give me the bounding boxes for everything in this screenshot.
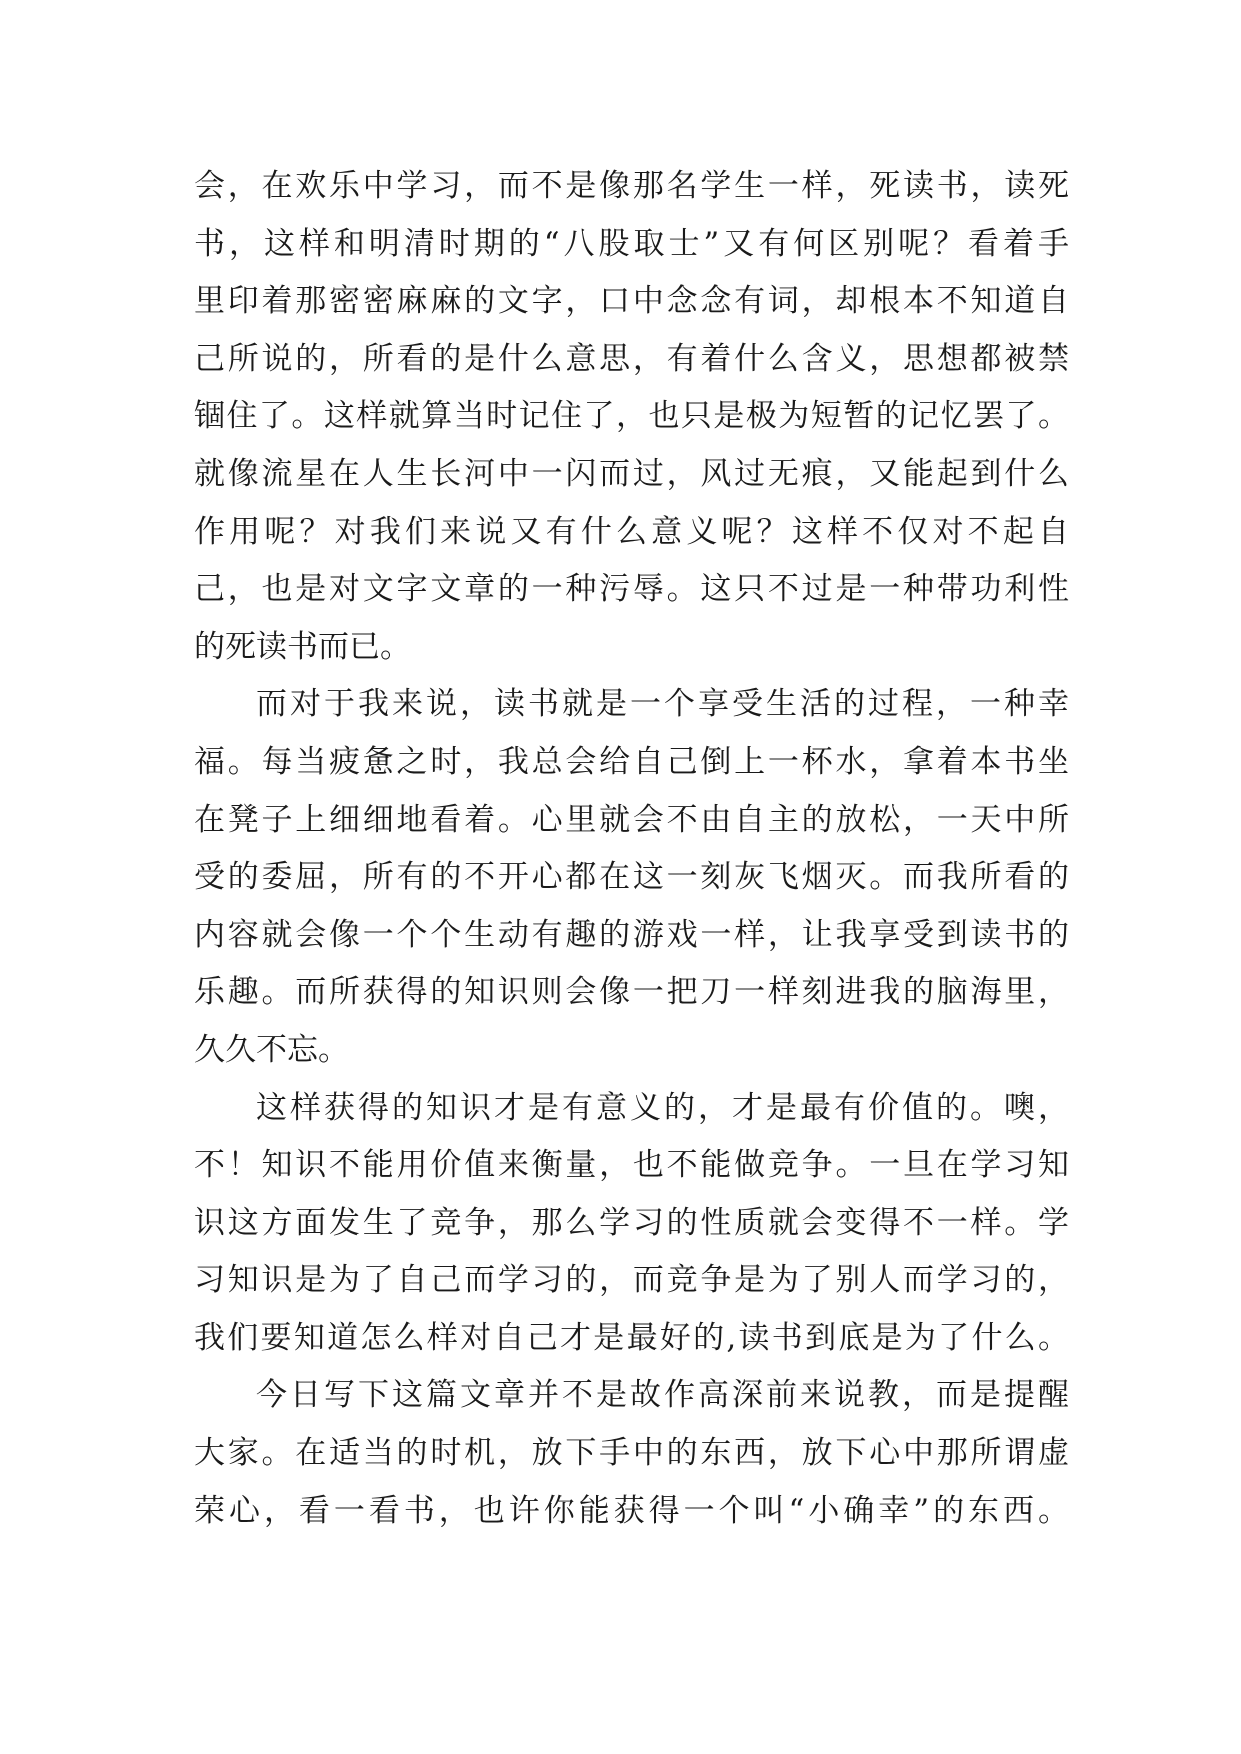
text-line: 久久不忘。 [194,1031,349,1068]
text-line: 内容就会像一个个生动有趣的游戏一样，让我享受到读书的 [194,916,1069,953]
text-line: 福。每当疲惫之时，我总会给自己倒上一杯水，拿着本书坐 [194,743,1069,780]
text-line: 的死读书而已。 [194,628,411,665]
text-line: 不！知识不能用价值来衡量，也不能做竞争。一旦在学习知 [194,1147,1069,1184]
paragraph-first-line: 而对于我来说，读书就是一个享受生活的过程，一种幸 [256,686,1069,723]
paragraph-first-line: 今日写下这篇文章并不是故作高深前来说教，而是提醒 [256,1377,1069,1414]
text-line: 在凳子上细细地看着。心里就会不由自主的放松，一天中所 [194,801,1069,838]
text-line: 习知识是为了自己而学习的，而竞争是为了别人而学习的， [194,1262,1069,1299]
text-line: 荣心，看一看书，也许你能获得一个叫“小确幸”的东西。 [194,1492,1069,1529]
text-line: 锢住了。这样就算当时记住了，也只是极为短暂的记忆罢了。 [194,398,1069,435]
text-line: 识这方面发生了竞争，那么学习的性质就会变得不一样。学 [194,1204,1069,1241]
paragraph-first-line: 这样获得的知识才是有意义的，才是最有价值的。噢， [256,1089,1069,1126]
text-line: 作用呢？对我们来说又有什么意义呢？这样不仅对不起自 [194,513,1069,550]
text-line: 乐趣。而所获得的知识则会像一把刀一样刻进我的脑海里， [194,974,1069,1011]
text-line: 书，这样和明清时期的“八股取士”又有何区别呢？看着手 [194,225,1069,262]
text-line: 我们要知道怎么样对自己才是最好的,读书到底是为了什么。 [194,1319,1069,1356]
text-line: 就像流星在人生长河中一闪而过，风过无痕，又能起到什么 [194,455,1069,492]
text-line: 己，也是对文字文章的一种污辱。这只不过是一种带功利性 [194,571,1069,608]
article-body [194,158,1069,1540]
text-line: 里印着那密密麻麻的文字，口中念念有词，却根本不知道自 [194,283,1069,320]
text-line: 己所说的，所看的是什么意思，有着什么含义，思想都被禁 [194,340,1069,377]
text-line: 受的委屈，所有的不开心都在这一刻灰飞烟灭。而我所看的 [194,859,1069,896]
text-line: 会，在欢乐中学习，而不是像那名学生一样，死读书，读死 [194,168,1069,204]
text-line: 大家。在适当的时机，放下手中的东西，放下心中那所谓虚 [194,1435,1069,1472]
